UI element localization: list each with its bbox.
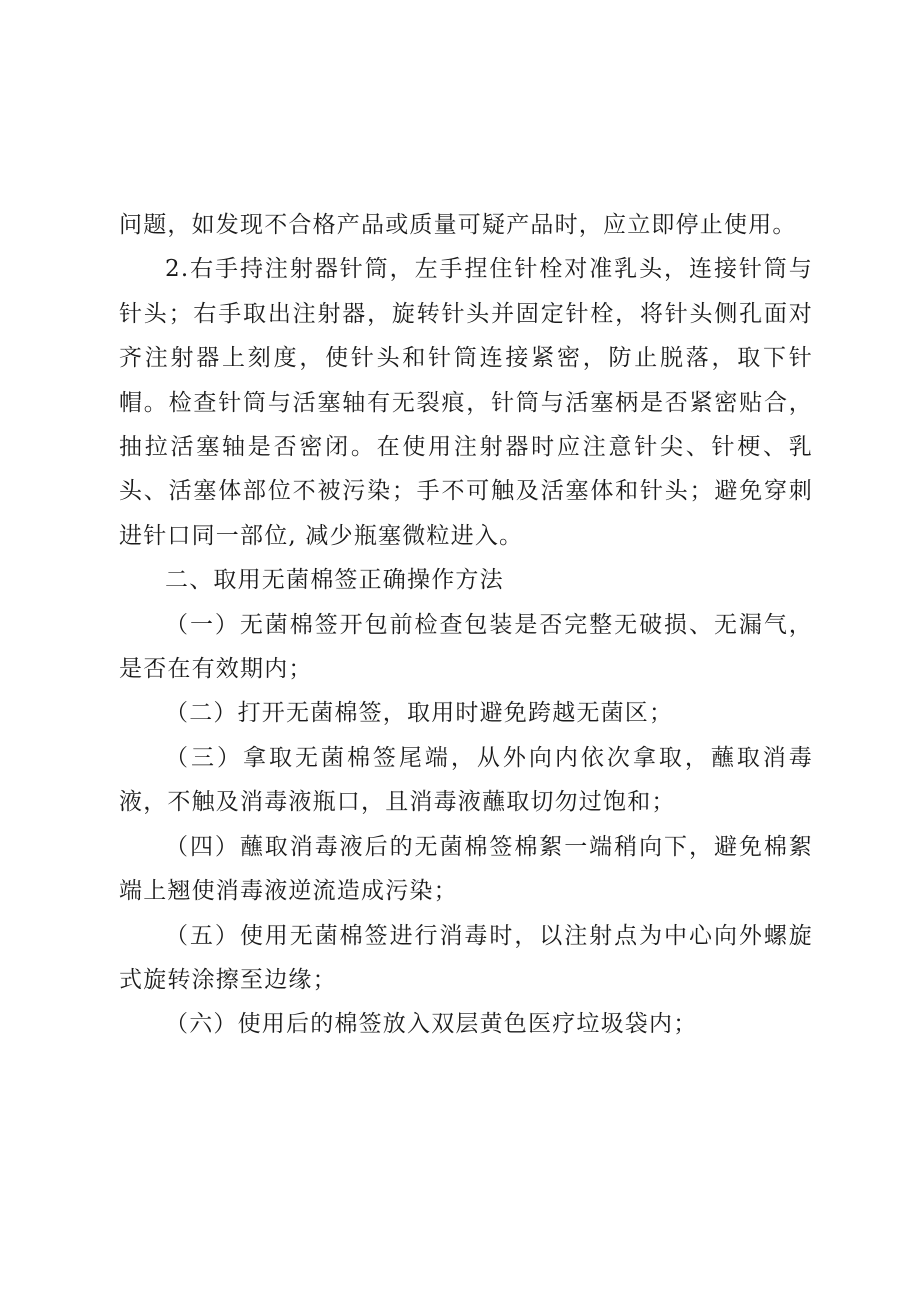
list-item-4: （四）蘸取消毒液后的无菌棉签棉絮一端稍向下，避免棉絮端上翘使消毒液逆流造成污染； — [119, 833, 813, 905]
paragraph-syringe-steps: 2.右手持注射器针筒，左手捏住针栓对准乳头，连接针筒与针头；右手取出注射器，旋转针头并固定针栓，将针头侧孔面对齐注射器上刻度，使针头和针筒连接紧密，防止脱落，取下针帽。检查针筒与活塞轴有无裂痕，针筒与活塞柄是否紧密贴合，抽拉活塞轴是否密闭。在使用注射器时应注意针尖、针梗、乳头、活塞体部位不被污染；手不可触及活塞体和针头；避免穿刺进针口同一部位, 减少瓶塞微粒进入。 — [119, 256, 813, 549]
list-item-5: （五）使用无菌棉签进行消毒时，以注射点为中心向外螺旋式旋转涂擦至边缘； — [119, 922, 813, 993]
list-item-1: （一）无菌棉签开包前检查包装是否完整无破损、无漏气，是否在有效期内； — [119, 611, 813, 683]
list-item-2: （二）打开无菌棉签，取用时避免跨越无菌区； — [165, 700, 674, 727]
section-heading-cotton-swab: 二、取用无菌棉签正确操作方法 — [165, 567, 504, 594]
list-item-3: （三）拿取无菌棉签尾端，从外向内依次拿取，蘸取消毒液，不触及消毒液瓶口，且消毒液蘸取切勿过饱和； — [119, 744, 813, 816]
document-body — [119, 203, 813, 1047]
paragraph-continuation: 问题，如发现不合格产品或质量可疑产品时，应立即停止使用。 — [119, 212, 797, 238]
list-item-6: （六）使用后的棉签放入双层黄色医疗垃圾袋内； — [165, 1011, 698, 1038]
